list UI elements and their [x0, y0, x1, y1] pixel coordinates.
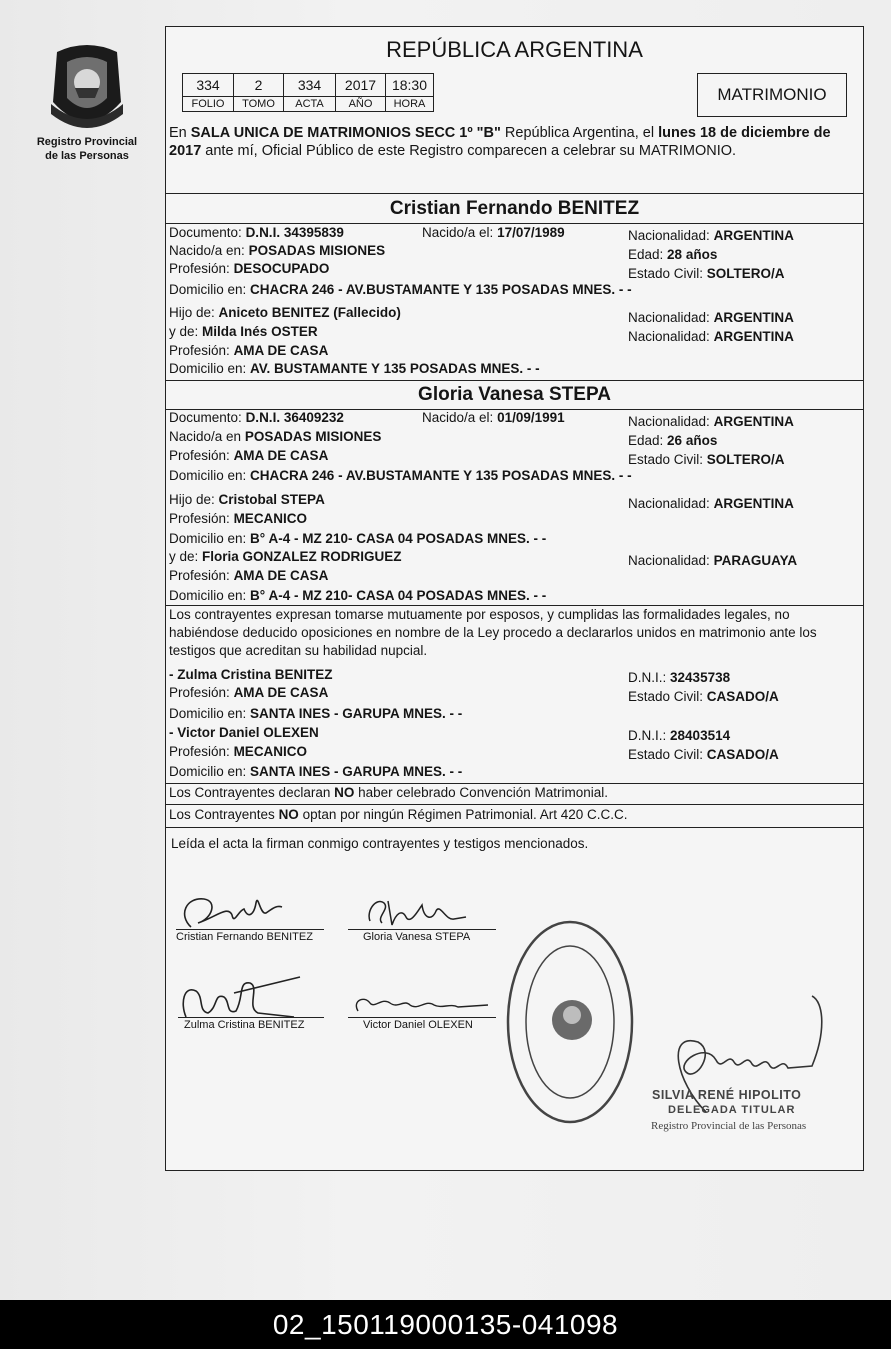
- witness-1-signature: [174, 967, 314, 1027]
- intro-text-2: República Argentina, el: [500, 125, 659, 141]
- acta-value: 334: [284, 74, 336, 97]
- signature-line: [178, 1017, 324, 1018]
- signature-line: [348, 929, 496, 930]
- tomo-label: TOMO: [234, 97, 284, 112]
- divider: [166, 380, 863, 381]
- divider: [166, 804, 863, 805]
- groom-name: Cristian Fernando BENITEZ: [389, 198, 640, 219]
- bride-profession: Profesión: AMA DE CASA: [169, 448, 329, 463]
- intro-text-3: ante mí, Oficial Público de este Registro comparecen a celebrar su MATRIMONIO.: [201, 142, 737, 159]
- signature-line: [176, 929, 324, 930]
- bride-birthdate: Nacido/a el: 01/09/1991: [422, 410, 565, 425]
- bride-nationality: Nacionalidad: ARGENTINA: [628, 414, 794, 429]
- registry-name-line2: de las Personas: [45, 150, 129, 162]
- province-shield-icon: [45, 42, 129, 134]
- bride-father-profession: Profesión: MECANICO: [169, 511, 308, 526]
- declaration-text: Los contrayentes expresan tomarse mutuamente por esposos, y cumplidas las formalidades legales, no habiéndose deducido oposiciones en nombre de la Ley procedo a declararlos unidos en matrimonio ante los testigos que acreditan su habilidad nupcial.: [169, 607, 817, 658]
- groom-profession: Profesión: DESOCUPADO: [169, 261, 330, 276]
- bride-name: Gloria Vanesa STEPA: [418, 384, 611, 405]
- official-seal-stamp: [502, 917, 642, 1127]
- document-title: REPÚBLICA ARGENTINA: [386, 37, 643, 62]
- folio-label: FOLIO: [183, 97, 234, 112]
- witness-1-name: - Zulma Cristina BENITEZ: [169, 667, 333, 682]
- witness-1-signature-label: Zulma Cristina BENITEZ: [184, 1019, 305, 1031]
- bride-age: Edad: 26 años: [628, 433, 718, 448]
- intro-date: lunes 18 de diciembre de 2017: [169, 125, 831, 159]
- groom-parents-address: Domicilio en: AV. BUSTAMANTE Y 135 POSADAS MNES. - -: [169, 361, 540, 376]
- witness-2-civil-status: Estado Civil: CASADO/A: [628, 747, 779, 762]
- document-barcode-footer: 02_150119000135-041098: [0, 1300, 891, 1349]
- bride-address: Domicilio en: CHACRA 246 - AV.BUSTAMANTE Y 135 POSADAS MNES. - -: [169, 468, 632, 483]
- witness-2-signature: [348, 989, 498, 1019]
- groom-mother-nationality: Nacionalidad: ARGENTINA: [628, 329, 794, 344]
- groom-nationality: Nacionalidad: ARGENTINA: [628, 228, 794, 243]
- witness-2-dni: D.N.I.: 28403514: [628, 728, 731, 743]
- witness-1-profession: Profesión: AMA DE CASA: [169, 685, 329, 700]
- closing-statement: Leída el acta la firman conmigo contrayentes y testigos mencionados.: [171, 836, 589, 851]
- bride-mother-nationality: Nacionalidad: PARAGUAYA: [628, 553, 798, 568]
- witness-1-dni: D.N.I.: 32435738: [628, 670, 731, 685]
- groom-age: Edad: 28 años: [628, 247, 718, 262]
- regime-statement: Los Contrayentes NO optan por ningún Régimen Patrimonial. Art 420 C.C.C.: [169, 807, 628, 822]
- registry-data-table: [182, 73, 434, 112]
- bride-birthplace: Nacido/a en POSADAS MISIONES: [169, 429, 382, 444]
- registry-logo: [28, 42, 146, 162]
- tomo-value: 2: [234, 74, 284, 97]
- groom-birthplace: Nacido/a en: POSADAS MISIONES: [169, 243, 386, 258]
- divider: [166, 827, 863, 828]
- groom-mother-profession: Profesión: AMA DE CASA: [169, 343, 329, 358]
- bride-signature-label: Gloria Vanesa STEPA: [363, 931, 471, 943]
- bride-father: Hijo de: Cristobal STEPA: [169, 492, 325, 507]
- registry-name-line1: Registro Provincial: [36, 136, 138, 148]
- marriage-certificate: [165, 26, 864, 1171]
- anio-label: AÑO: [336, 97, 386, 112]
- acta-label: ACTA: [284, 97, 336, 112]
- witness-1-civil-status: Estado Civil: CASADO/A: [628, 689, 779, 704]
- folio-value: 334: [183, 74, 234, 97]
- groom-document: Documento: D.N.I. 34395839: [169, 225, 344, 240]
- witness-2-name: - Victor Daniel OLEXEN: [169, 725, 319, 740]
- witness-2-address: Domicilio en: SANTA INES - GARUPA MNES. - -: [169, 764, 463, 779]
- bride-mother-address: Domicilio en: B° A-4 - MZ 210- CASA 04 POSADAS MNES. - -: [169, 588, 547, 603]
- groom-father: Hijo de: Aniceto BENITEZ (Fallecido): [169, 305, 401, 320]
- hora-value: 18:30: [386, 74, 434, 97]
- groom-civil-status: Estado Civil: SOLTERO/A: [628, 266, 785, 281]
- groom-birthdate: Nacido/a el: 17/07/1989: [422, 225, 565, 240]
- bride-mother: y de: Floria GONZALEZ RODRIGUEZ: [169, 549, 402, 564]
- convention-statement: Los Contrayentes declaran NO haber celebrado Convención Matrimonial.: [169, 785, 608, 800]
- intro-text-1: En: [169, 125, 191, 141]
- groom-signature: [176, 885, 296, 935]
- bride-mother-profession: Profesión: AMA DE CASA: [169, 568, 329, 583]
- witness-2-profession: Profesión: MECANICO: [169, 744, 308, 759]
- intro-paragraph: [169, 125, 863, 160]
- bride-father-address: Domicilio en: B° A-4 - MZ 210- CASA 04 POSADAS MNES. - -: [169, 531, 547, 546]
- hora-label: HORA: [386, 97, 434, 112]
- intro-sala: SALA UNICA DE MATRIMONIOS SECC 1º "B": [190, 125, 501, 141]
- bride-civil-status: Estado Civil: SOLTERO/A: [628, 452, 785, 467]
- divider: [166, 193, 863, 194]
- bride-signature: [362, 891, 472, 931]
- signature-line: [348, 1017, 496, 1018]
- act-type-badge: MATRIMONIO: [697, 73, 847, 117]
- official-title: DELEGADA TITULAR: [668, 1104, 796, 1116]
- groom-signature-label: Cristian Fernando BENITEZ: [176, 931, 313, 943]
- groom-mother: y de: Milda Inés OSTER: [169, 324, 318, 339]
- groom-father-nationality: Nacionalidad: ARGENTINA: [628, 310, 794, 325]
- witness-2-signature-label: Victor Daniel OLEXEN: [363, 1019, 473, 1031]
- official-name: SILVIA RENÉ HIPOLITO: [652, 1088, 802, 1102]
- anio-value: 2017: [336, 74, 386, 97]
- bride-document: Documento: D.N.I. 36409232: [169, 410, 344, 425]
- official-office: Registro Provincial de las Personas: [651, 1120, 807, 1132]
- bride-father-nationality: Nacionalidad: ARGENTINA: [628, 496, 794, 511]
- witness-1-address: Domicilio en: SANTA INES - GARUPA MNES. - -: [169, 706, 463, 721]
- groom-address: Domicilio en: CHACRA 246 - AV.BUSTAMANTE Y 135 POSADAS MNES. - -: [169, 282, 632, 297]
